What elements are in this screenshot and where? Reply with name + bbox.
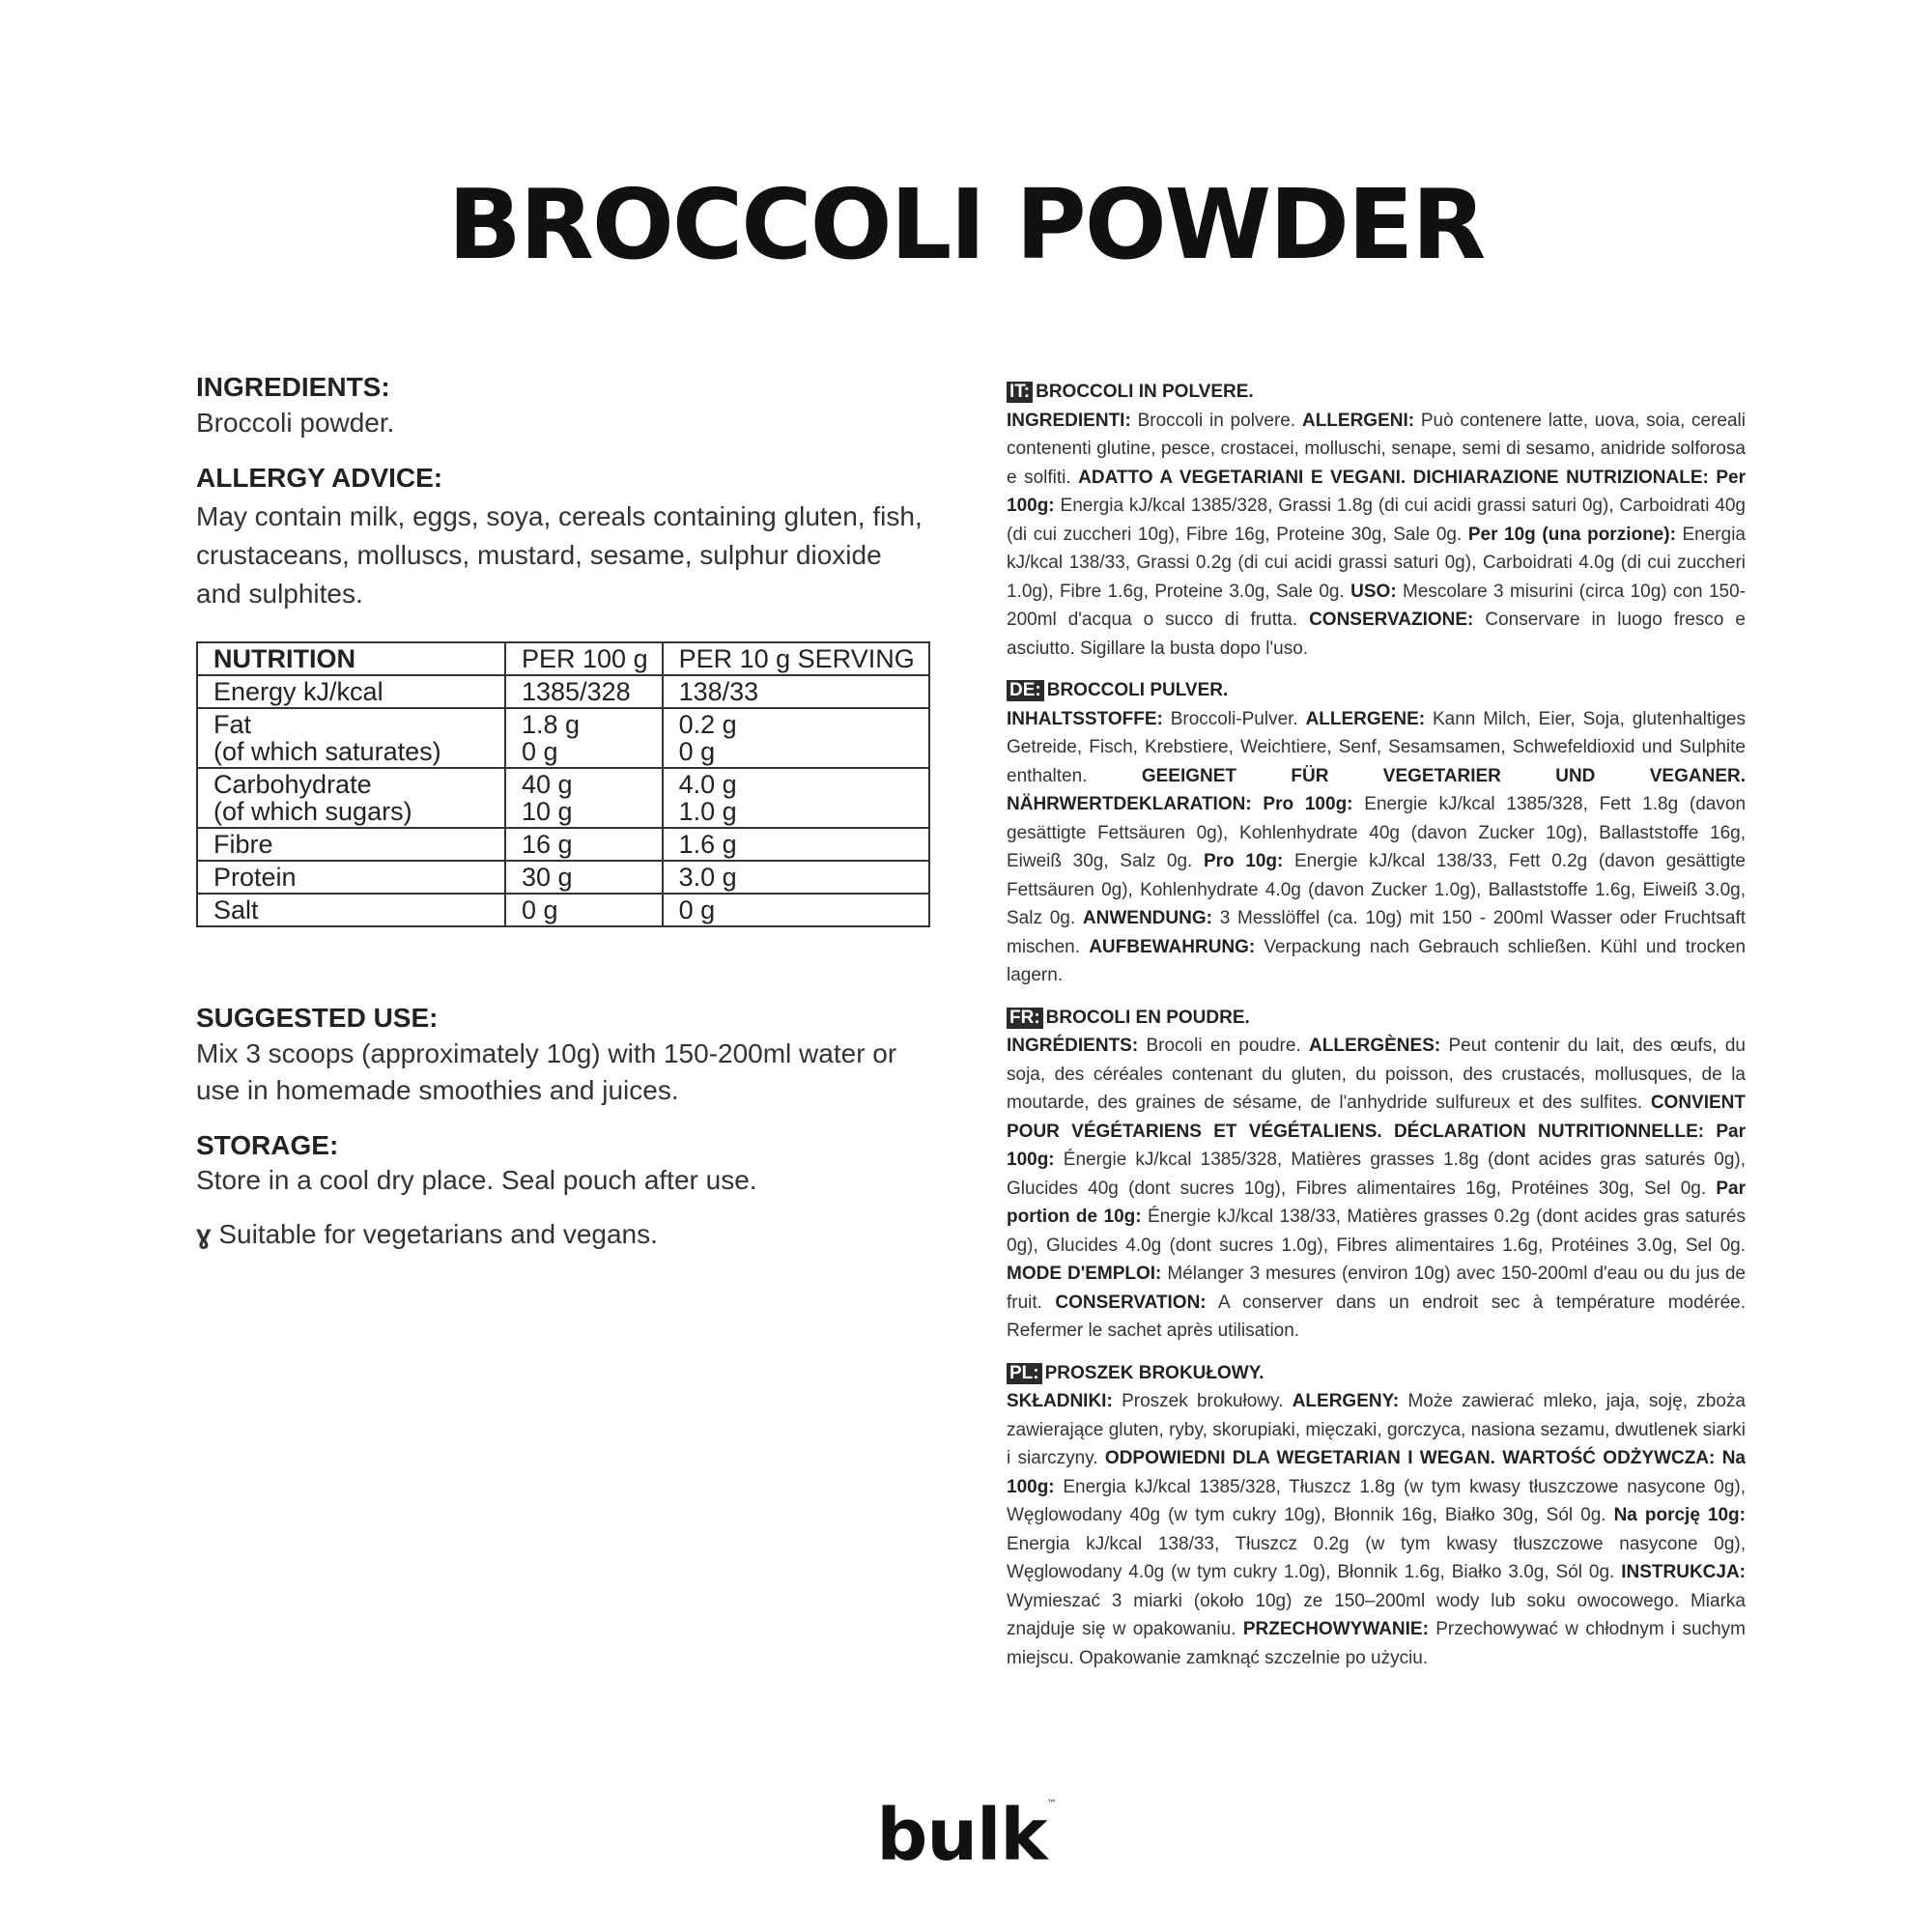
per-serving-value: 0.2 g 0 g xyxy=(663,708,929,768)
allergy-line: crustaceans, molluscs, mustard, sesame, sulphur dioxide xyxy=(196,540,882,570)
label-segment: ODPOWIEDNI DLA WEGETARIAN I WEGAN. WARTOŚĆ ODŻYWCZA: Na 100g: xyxy=(1007,1448,1746,1497)
nutrient-label: Fat (of which saturates) xyxy=(197,708,505,768)
label-segment: GEEIGNET FÜR VEGETARIER UND VEGANER. NÄHRWERTDEKLARATION: Pro 100g: xyxy=(1007,765,1746,814)
storage-text: Store in a cool dry place. Seal pouch after use. xyxy=(196,1165,757,1195)
translation-heading: BROCCOLI IN POLVERE. xyxy=(1036,382,1254,402)
text-segment: A conserver dans un endroit sec à température modérée. Refermer le sachet après utilisation. xyxy=(1007,1292,1746,1341)
per-100g-value: 1385/328 xyxy=(505,675,663,708)
allergy-line: and sulphites. xyxy=(196,579,363,609)
usage-section xyxy=(196,1001,969,1254)
nutrient-label: Protein xyxy=(197,861,505,894)
per-100g-value: 16 g xyxy=(505,828,663,861)
text-segment: Kann Milch, Eier, Soja, glutenhaltiges Getreide, Fisch, Krebstiere, Weichtiere, Senf, Sesamsamen, Schwefeldioxid und Sulphite enthalten. xyxy=(1007,708,1747,786)
label-segment: Pro 10g: xyxy=(1203,851,1284,871)
english-section xyxy=(196,370,969,613)
nutrient-label: Energy kJ/kcal xyxy=(197,675,505,708)
label-segment: CONVIENT POUR VÉGÉTARIENS ET VÉGÉTALIENS. DÉCLARATION NUTRITIONNELLE: Par 100g: xyxy=(1007,1093,1746,1170)
text-segment: Przechowywać w chłodnym i suchym miejscu. Opakowanie zamknąć szczelnie po użyciu. xyxy=(1007,1619,1747,1668)
text-segment: Conservare in luogo fresco e asciutto. Sigillare la busta dopo l'uso. xyxy=(1007,610,1747,659)
translations-column xyxy=(1007,378,1746,1686)
brand-name: bulk xyxy=(876,1794,1047,1877)
label-segment: INGRÉDIENTS: xyxy=(1007,1036,1139,1056)
per-100g-header: PER 100 g xyxy=(505,642,663,675)
text-segment: Verpackung nach Gebrauch schließen. Kühl und trocken lagern. xyxy=(1007,936,1747,985)
label-segment: ADATTO A VEGETARIANI E VEGANI. DICHIARAZIONE NUTRIZIONALE: Per 100g: xyxy=(1007,467,1746,516)
language-tag: PL: xyxy=(1007,1363,1042,1384)
label-segment: AUFBEWAHRUNG: xyxy=(1089,936,1256,957)
translation-block xyxy=(1007,676,1746,990)
ingredients-text: Broccoli powder. xyxy=(196,408,395,438)
label-segment: INHALTSSTOFFE: xyxy=(1007,708,1163,729)
label-segment: MODE D'EMPLOI: xyxy=(1007,1264,1162,1284)
nutrition-header-row xyxy=(197,642,929,675)
per-serving-value: 138/33 xyxy=(663,675,929,708)
label-segment: ALLERGENE: xyxy=(1305,708,1426,729)
suggested-use-heading: SUGGESTED USE: xyxy=(196,1003,439,1033)
text-segment: Broccoli in polvere. xyxy=(1130,410,1302,431)
translation-body xyxy=(1007,705,1746,990)
trademark-symbol: ™ xyxy=(1046,1799,1056,1809)
translation-title xyxy=(1007,378,1746,407)
label-segment: SKŁADNIKI: xyxy=(1007,1391,1113,1411)
vegan-text: Suitable for vegetarians and vegans. xyxy=(218,1219,658,1249)
translation-block xyxy=(1007,1359,1746,1673)
text-segment: 3 Messlöffel (ca. 10g) mit 150 - 200ml Wasser oder Fruchtsaft mischen. xyxy=(1007,908,1746,957)
text-segment: Energia kJ/kcal 1385/328, Tłuszcz 1.8g (w tym kwasy tłuszczowe nasycone 0g), Węglowodany 40g (w tym cukry 10g), Błonnik 16g, Białko 30g, Sól 0g. xyxy=(1007,1476,1746,1525)
translation-heading: BROCCOLI PULVER. xyxy=(1046,680,1229,700)
translation-block xyxy=(1007,378,1746,663)
translation-block xyxy=(1007,1004,1746,1346)
suggested-use-text xyxy=(196,1036,969,1109)
label-segment: ALLERGÈNES: xyxy=(1309,1036,1441,1056)
translation-heading: BROCOLI EN POUDRE. xyxy=(1045,1007,1250,1028)
language-tag: DE: xyxy=(1007,680,1044,701)
per-100g-value: 0 g xyxy=(505,894,663,926)
label-segment: ALLERGENI: xyxy=(1301,410,1415,431)
text-segment: Może zawierać mleko, jaja, soję, zboża zawierające gluten, ryby, skorupiaki, mięczaki, gorczyca, nasiona sezamu, dwutlenek siarki i siarczyny. xyxy=(1007,1391,1746,1468)
nutrient-label: Carbohydrate (of which sugars) xyxy=(197,768,505,828)
text-segment: Peut contenir du lait, des œufs, du soja, des céréales contenant du gluten, du poisson, des crustacés, mollusques, de la moutarde, des graines de sésame, de l'anhydride sulfureux et des sulfites. xyxy=(1007,1036,1746,1113)
per-100g-value: 1.8 g 0 g xyxy=(505,708,663,768)
text-segment: Energie kJ/kcal 1385/328, Fett 1.8g (davon gesättigte Fettsäuren 0g), Kohlenhydrate 40g (davon Zucker 10g), Ballaststoffe 16g, Eiweiß 30g, Salz 0g. xyxy=(1007,794,1747,871)
text-segment: Énergie kJ/kcal 138/33, Matières grasses 0.2g (dont acides gras saturés 0g), Glucides 4.0g (dont sucres 1.0g), Fibres alimentaires 1.6g, Protéines 3.0g, Sel 0g. xyxy=(1007,1207,1746,1256)
label-segment: ALERGENY: xyxy=(1292,1391,1400,1411)
translation-title xyxy=(1007,676,1746,705)
text-segment: Energia kJ/kcal 1385/328, Grassi 1.8g (di cui acidi grassi saturi 0g), Carboidrati 40g (di cui zuccheri 10g), Fibre 16g, Proteine 30g, Sale 0g. xyxy=(1007,496,1746,545)
nutrient-label: Salt xyxy=(197,894,505,926)
text-segment: Può contenere latte, uova, soia, cereali contenenti glutine, pesce, crostacei, molluschi, senape, semi di sesamo, anidride solforosa e solfiti. xyxy=(1007,410,1746,488)
language-tag: FR: xyxy=(1007,1008,1043,1029)
translation-body xyxy=(1007,1032,1746,1346)
per-serving-value: 0 g xyxy=(663,894,929,926)
label-segment: CONSERVAZIONE: xyxy=(1309,610,1474,630)
text-segment: Energia kJ/kcal 138/33, Grassi 0.2g (di cui acidi grassi saturi 0g), Carboidrati 4.0g (di cui zuccheri 1.0g), Fibre 1.6g, Proteine 3.0g, Sale 0g. xyxy=(1007,524,1746,602)
translation-body xyxy=(1007,407,1746,664)
per-serving-header: PER 10 g SERVING xyxy=(663,642,929,675)
label-segment: Per 10g (una porzione): xyxy=(1467,524,1676,545)
text-segment: Mélanger 3 mesures (environ 10g) avec 150-200ml d'eau ou du jus de fruit. xyxy=(1007,1264,1746,1313)
allergy-text xyxy=(196,497,969,613)
text-segment: Énergie kJ/kcal 1385/328, Matières grasses 1.8g (dont acides gras saturés 0g), Glucides 40g (dont sucres 10g), Fibres alimentaires 16g, Protéines 30g, Sel 0g. xyxy=(1007,1150,1746,1199)
table-row xyxy=(197,675,929,708)
text-segment: Proszek brokułowy. xyxy=(1112,1391,1293,1411)
table-row xyxy=(197,768,929,828)
text-segment: Wymieszać 3 miarki (około 10g) ze 150–200ml wody lub soku owocowego. Miarka znajduje się w opakowaniu. xyxy=(1007,1590,1746,1639)
label-segment: PRZECHOWYWANIE: xyxy=(1242,1619,1429,1639)
text-segment: Broccoli-Pulver. xyxy=(1162,708,1306,729)
label-segment: CONSERVATION: xyxy=(1055,1292,1207,1313)
label-segment: Na porcję 10g: xyxy=(1613,1505,1746,1525)
label-segment: USO: xyxy=(1350,581,1397,602)
translation-heading: PROSZEK BROKUŁOWY. xyxy=(1044,1362,1264,1383)
label-segment: Par portion de 10g: xyxy=(1007,1178,1746,1227)
text-segment: Energia kJ/kcal 138/33, Tłuszcz 0.2g (w tym kwasy tłuszczowe nasycone 0g), Węglowodany 4.0g (w tym cukry 1.0g), Błonnik 1.6g, Białko 3.0g, Sól 0g. xyxy=(1007,1533,1746,1582)
brand-logo xyxy=(0,1794,1932,1877)
text-segment: Energie kJ/kcal 138/33, Fett 0.2g (davon gesättigte Fettsäuren 0g), Kohlenhydrate 4.0g (davon Zucker 1.0g), Ballaststoffe 1.6g, Eiweiß 3.0g, Salz 0g. xyxy=(1007,851,1746,928)
text-segment: Brocoli en poudre. xyxy=(1138,1036,1310,1056)
nutrition-header: NUTRITION xyxy=(197,642,505,675)
translation-title xyxy=(1007,1359,1746,1388)
per-serving-value: 1.6 g xyxy=(663,828,929,861)
suggested-use-line: use in homemade smoothies and juices. xyxy=(196,1075,679,1105)
allergy-line: May contain milk, eggs, soya, cereals containing gluten, fish, xyxy=(196,501,923,531)
table-row xyxy=(197,828,929,861)
vegan-line xyxy=(196,1215,969,1254)
table-row xyxy=(197,861,929,894)
ingredients-heading: INGREDIENTS: xyxy=(196,372,390,402)
text-segment: Mescolare 3 misurini (circa 10g) con 150-200ml d'acqua o succo di frutta. xyxy=(1007,581,1746,630)
translation-title xyxy=(1007,1004,1746,1033)
label-segment: ANWENDUNG: xyxy=(1082,908,1212,928)
translation-body xyxy=(1007,1387,1746,1672)
nutrition-table xyxy=(196,641,930,927)
table-row xyxy=(197,894,929,926)
per-serving-value: 4.0 g 1.0 g xyxy=(663,768,929,828)
per-100g-value: 40 g 10 g xyxy=(505,768,663,828)
allergy-heading: ALLERGY ADVICE: xyxy=(196,463,443,493)
suggested-use-line: Mix 3 scoops (approximately 10g) with 150-200ml water or xyxy=(196,1038,897,1068)
per-100g-value: 30 g xyxy=(505,861,663,894)
page-title: BROCCOLI POWDER xyxy=(447,168,1485,281)
nutrient-label: Fibre xyxy=(197,828,505,861)
label-segment: INSTRUKCJA: xyxy=(1621,1562,1746,1582)
language-tag: IT: xyxy=(1007,382,1033,403)
vegan-v-icon: ɣ xyxy=(196,1219,212,1249)
table-row xyxy=(197,708,929,768)
label-segment: INGREDIENTI: xyxy=(1007,410,1131,431)
per-serving-value: 3.0 g xyxy=(663,861,929,894)
storage-heading: STORAGE: xyxy=(196,1130,339,1160)
